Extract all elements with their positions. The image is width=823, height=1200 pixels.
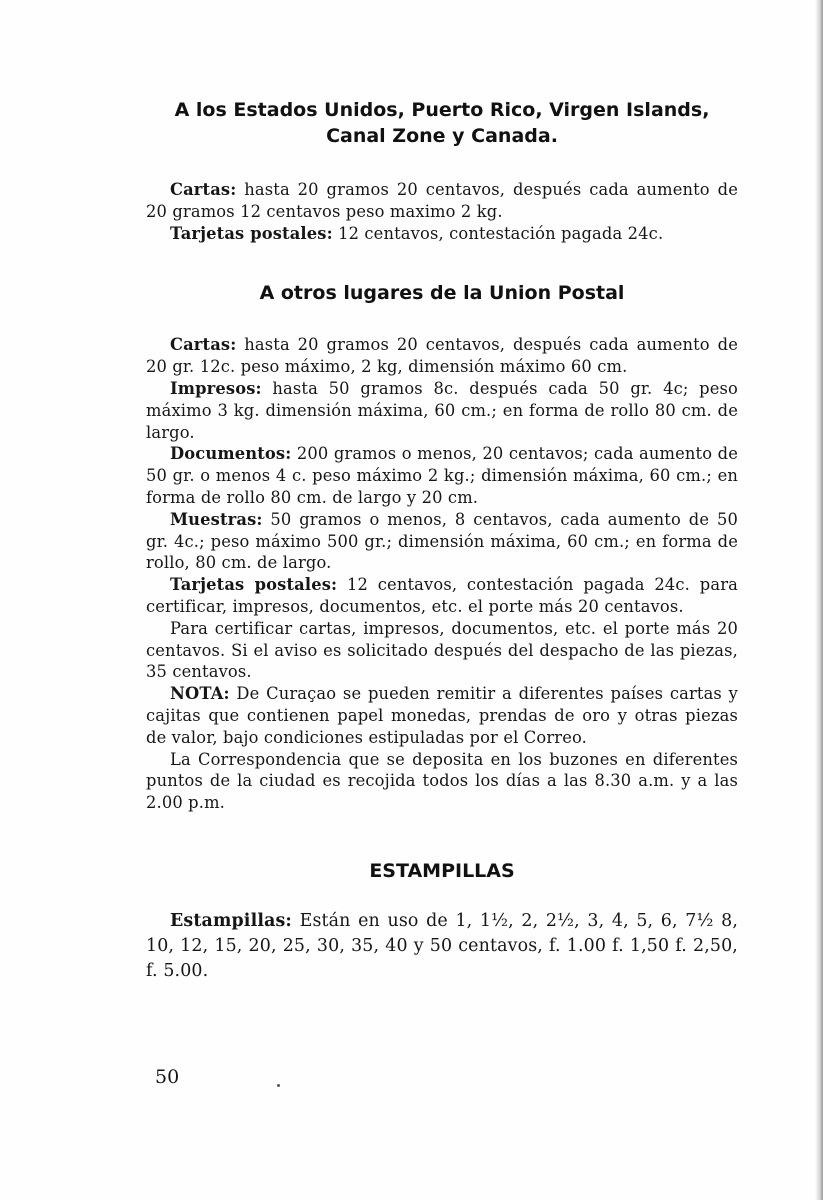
text-certificar: Para certificar cartas, impresos, documentos, etc. el porte más 20 centavos. Si el aviso es solicitado después del despacho de las piezas, 35 centavos. xyxy=(146,618,738,682)
paragraph-nota xyxy=(146,683,738,748)
label-cartas: Cartas: xyxy=(170,335,237,355)
section-body-union-postal xyxy=(146,334,738,814)
section-body-estados-unidos xyxy=(146,179,738,244)
text-impresos: hasta 50 gramos 8c. después cada 50 gr. 4c; peso máximo 3 kg. dimensión máxima, 60 cm.; en forma de rollo 80 cm. de largo. xyxy=(146,378,738,442)
label-tarjetas-postales: Tarjetas postales: xyxy=(170,223,333,243)
paragraph-documentos xyxy=(146,443,738,508)
section-title-estampillas: ESTAMPILLAS xyxy=(369,859,515,882)
section-body-estampillas xyxy=(146,909,738,984)
page-content xyxy=(146,92,738,984)
label-tarjetas-postales: Tarjetas postales: xyxy=(170,575,338,595)
text-documentos: 200 gramos o menos, 20 centavos; cada aumento de 50 gr. o menos 4 c. peso máximo 2 kg.; dimensión máxima, 60 cm.; en forma de rollo 80 cm. de largo y 20 cm. xyxy=(146,444,738,507)
paragraph-tarjetas-postales xyxy=(146,574,738,618)
text-estampillas: Están en uso de 1, 1½, 2, 2½, 3, 4, 5, 6, 7½ 8, 10, 12, 15, 20, 25, 30, 35, 40 y 50 centavos, f. 1.00 f. 1,50 f. 2,50, f. 5.00. xyxy=(146,910,738,981)
page-number: 50 xyxy=(155,1066,180,1088)
label-cartas: Cartas: xyxy=(170,180,237,199)
text-tarjetas-postales: 12 centavos, contestación pagada 24c. para certificar, impresos, documentos, etc. el porte más 20 centavos. xyxy=(146,575,738,616)
paragraph-tarjetas-us xyxy=(146,223,738,245)
text-correspondencia: La Correspondencia que se deposita en los buzones en diferentes puntos de la ciudad es recojida todos los días a las 8.30 a.m. y a las 2.00 p.m. xyxy=(146,749,738,813)
text-muestras: 50 gramos o menos, 8 centavos, cada aumento de 50 gr. 4c.; peso máximo 500 gr.; dimensión máxima, 60 cm.; en forma de rollo, 80 cm. de largo. xyxy=(146,509,738,573)
paragraph-correspondencia xyxy=(146,749,738,814)
page-edge-shadow xyxy=(815,0,823,1200)
label-estampillas: Estampillas: xyxy=(170,910,293,931)
paragraph-estampillas xyxy=(146,909,738,984)
label-muestras: Muestras: xyxy=(170,509,263,529)
paragraph-cartas-us xyxy=(146,179,738,223)
paragraph-certificar xyxy=(146,618,738,683)
label-impresos: Impresos: xyxy=(170,378,262,398)
text-cartas: hasta 20 gramos 20 centavos, después cada aumento de 20 gr. 12c. peso máximo, 2 kg, dimensión máximo 60 cm. xyxy=(146,335,738,377)
paragraph-cartas xyxy=(146,334,738,378)
label-documentos: Documentos: xyxy=(170,444,292,464)
label-nota: NOTA: xyxy=(170,684,230,704)
text-tarjetas-postales: 12 centavos, contestación pagada 24c. xyxy=(332,223,664,243)
paragraph-impresos xyxy=(146,378,738,443)
print-speck xyxy=(277,1084,280,1087)
paragraph-muestras xyxy=(146,509,738,574)
text-cartas: hasta 20 gramos 20 centavos, después cada aumento de 20 gramos 12 centavos peso maximo 2 kg. xyxy=(146,180,738,221)
section-title-union-postal: A otros lugares de la Union Postal xyxy=(259,282,625,305)
text-nota: De Curaçao se pueden remitir a diferentes países cartas y cajitas que contienen papel monedas, prendas de oro y otras piezas de valor, bajo condiciones estipuladas por el Correo. xyxy=(146,684,738,747)
section-title-estados-unidos: A los Estados Unidos, Puerto Rico, Virgen Islands, Canal Zone y Canada. xyxy=(174,99,710,147)
